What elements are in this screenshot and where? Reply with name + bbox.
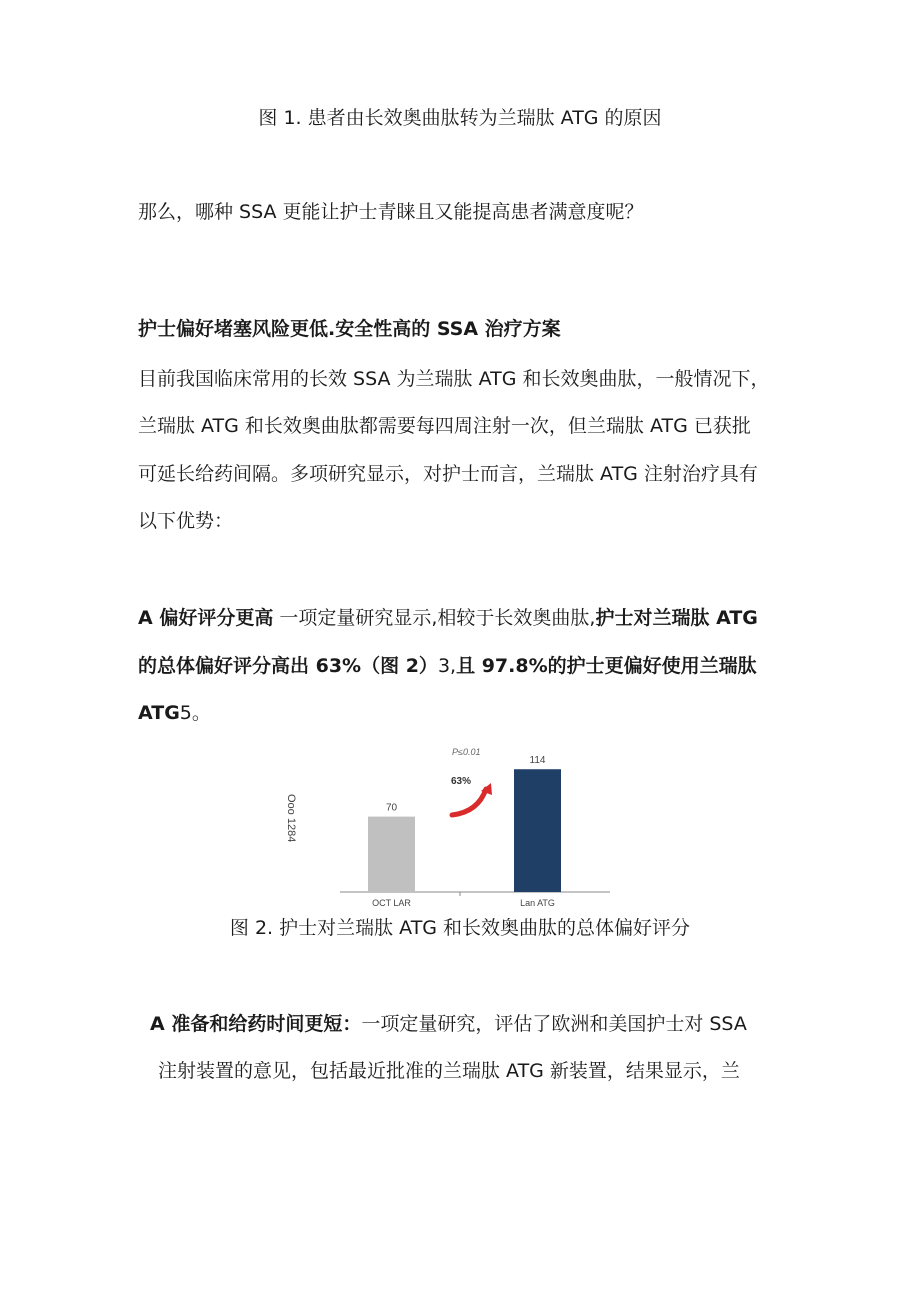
category-label-lan-atg: Lan ATG (520, 898, 555, 908)
preference-bar-chart (270, 742, 630, 912)
bar-oct-lar (368, 817, 415, 892)
point-a-line-3-tail: 5。 (179, 702, 211, 724)
increase-arrow-icon (452, 789, 486, 815)
category-label-oct-lar: OCT LAR (372, 898, 411, 908)
value-label-lan-atg: 114 (529, 755, 546, 767)
question-text: 那么，哪种 SSA 更能让护士青睐且又能提高患者满意度呢？ (138, 201, 644, 223)
point-a-line-2-bold: 的总体偏好评分高出 63%（图 2） (138, 655, 438, 677)
paragraph-line-2: 兰瑞肽 ATG 和长效奥曲肽都需要每四周注射一次，但兰瑞肽 ATG 已获批 (138, 415, 751, 437)
paragraph-line-4: 以下优势： (138, 510, 234, 532)
p-value-annotation: P≤0.01 (452, 747, 481, 757)
point-a-label: A 偏好评分更高 (138, 607, 274, 629)
paragraph-line-3: 可延长给药间隔。多项研究显示，对护士而言，兰瑞肽 ATG 注射治疗具有 (138, 463, 758, 485)
value-label-oct-lar: 70 (385, 802, 398, 814)
bar-lan-atg (514, 769, 561, 892)
point-a-ref: 3, (437, 655, 457, 677)
point-b-text: 一项定量研究，评估了欧洲和美国护士对 SSA (361, 1013, 747, 1035)
figure-1-caption: 图 1. 患者由长效奥曲肽转为兰瑞肽 ATG 的原因 (258, 107, 662, 129)
percent-increase-annotation: 63% (451, 776, 472, 787)
point-a-line-2 (138, 653, 757, 679)
point-b-line-2: 注射装置的意见，包括最近批准的兰瑞肽 ATG 新装置，结果显示，兰 (158, 1060, 740, 1082)
point-a-line-2-bold2: 且 97.8%的护士更偏好使用兰瑞肽 (456, 655, 757, 677)
point-a-line-1 (138, 605, 758, 631)
point-a-bold: 护士对兰瑞肽 ATG (595, 607, 758, 629)
point-a-text: 一项定量研究显示,相较于长效奥曲肽, (279, 607, 596, 629)
section-heading: 护士偏好堵塞风险更低.安全性高的 SSA 治疗方案 (138, 318, 561, 340)
point-a-line-3 (138, 700, 211, 726)
paragraph-line-1: 目前我国临床常用的长效 SSA 为兰瑞肽 ATG 和长效奥曲肽，一般情况下， (138, 368, 770, 390)
point-b-label: A 准备和给药时间更短： (150, 1013, 362, 1035)
figure-2-caption: 图 2. 护士对兰瑞肽 ATG 和长效奥曲肽的总体偏好评分 (229, 917, 691, 939)
point-a-line-3-bold: ATG (138, 702, 180, 724)
y-axis-text: Ooo 1284 (285, 794, 297, 843)
point-b-line-1 (150, 1011, 747, 1037)
